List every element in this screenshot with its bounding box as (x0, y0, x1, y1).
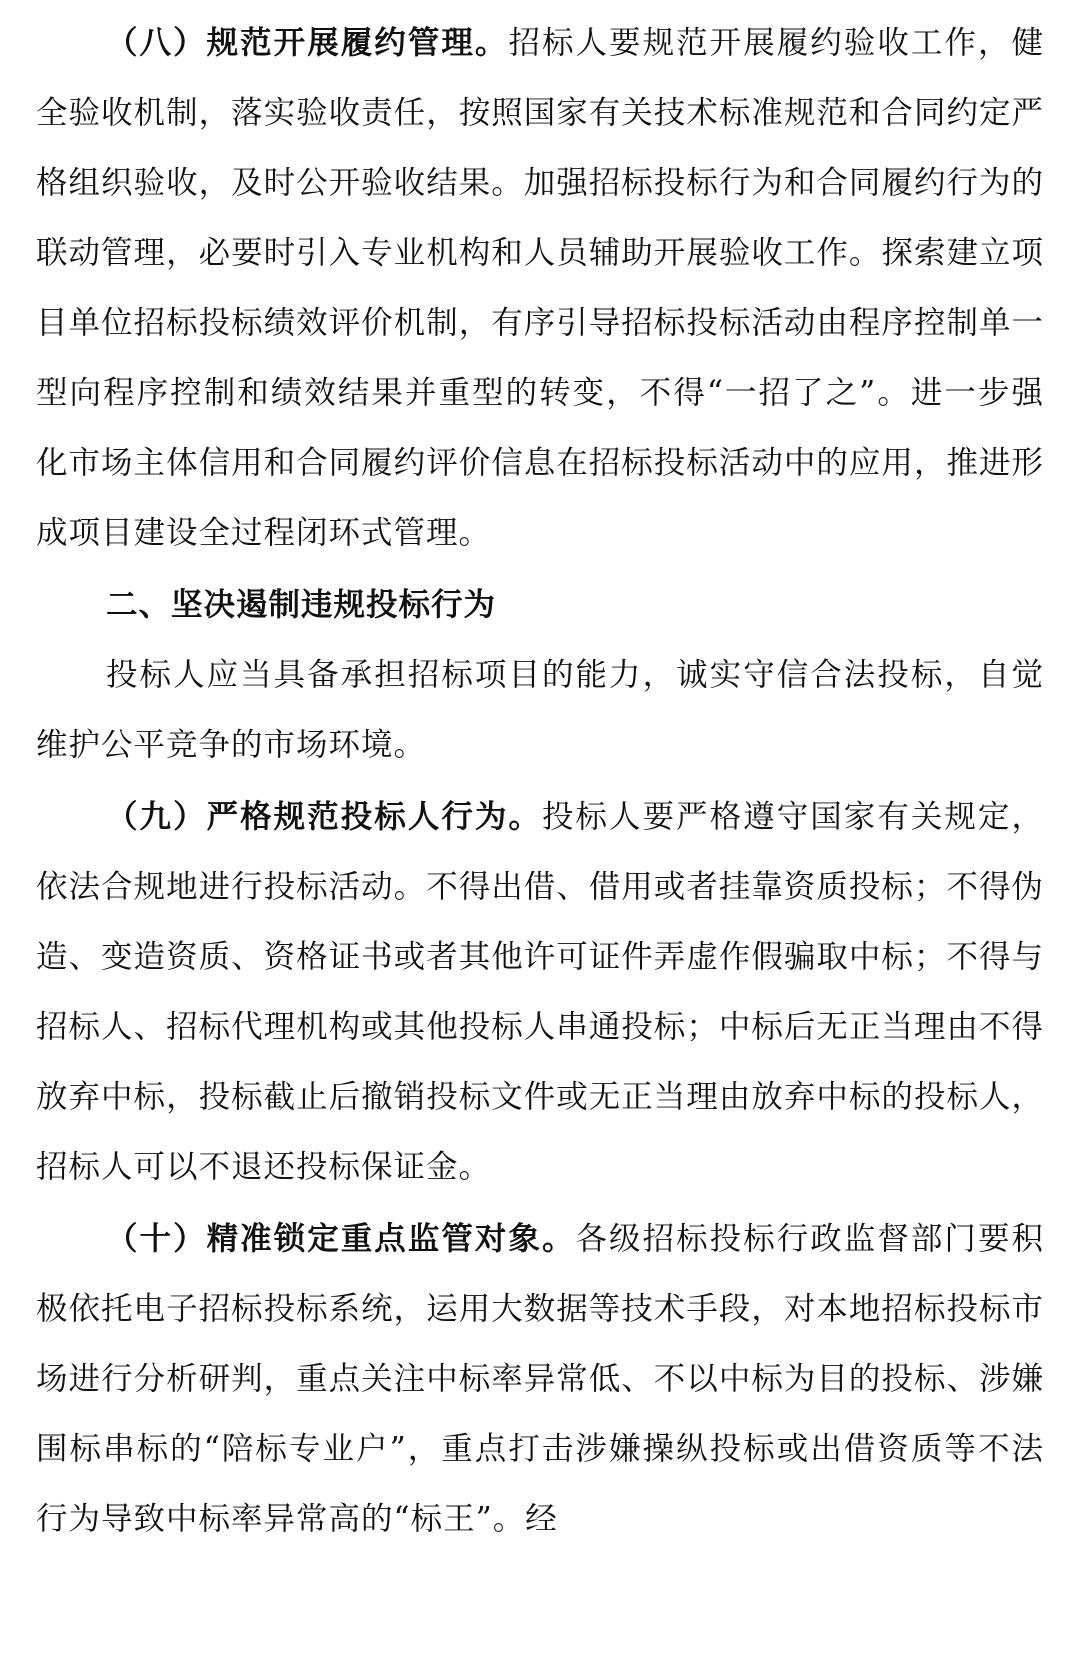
paragraph-8-body: 招标人要规范开展履约验收工作，健全验收机制，落实验收责任，按照国家有关技术标准规范和合同约定严格组织验收，及时公开验收结果。加强招标投标行为和合同履约行为的联动管理，必要时引入专业机构和人员辅助开展验收工作。探索建立项目单位招标投标绩效评价机制，有序引导招标投标活动由程序控制单一型向程序控制和绩效结果并重型的转变，不得“一招了之”。进一步强化市场主体信用和合同履约评价信息在招标投标活动中的应用，推进形成项目建设全过程闭环式管理。 (36, 25, 1044, 551)
paragraph-10 (36, 1204, 1044, 1554)
section-2-intro: 投标人应当具备承担招标项目的能力，诚实守信合法投标，自觉维护公平竞争的市场环境。 (36, 657, 1044, 763)
section-2-heading: 二、坚决遏制违规投标行为 (106, 587, 497, 623)
paragraph-9-body: 投标人要严格遵守国家有关规定，依法合规地进行投标活动。不得出借、借用或者挂靠资质投标；不得伪造、变造资质、资格证书或者其他许可证件弄虚作假骗取中标；不得与招标人、招标代理机构或其他投标人串通投标；中标后无正当理由不得放弃中标，投标截止后撤销投标文件或无正当理由放弃中标的投标人，招标人可以不退还投标保证金。 (36, 799, 1044, 1185)
document-page (36, 8, 1044, 1554)
paragraph-9 (36, 782, 1044, 1202)
paragraph-8 (36, 8, 1044, 568)
paragraph-10-body: 各级招标投标行政监督部门要积极依托电子招标投标系统，运用大数据等技术手段，对本地招标投标市场进行分析研判，重点关注中标率异常低、不以中标为目的投标、涉嫌围标串标的“陪标专业户”，重点打击涉嫌操纵投标或出借资质等不法行为导致中标率异常高的“标王”。经 (36, 1221, 1044, 1537)
paragraph-8-lead: （八）规范开展履约管理。 (106, 25, 509, 61)
paragraph-10-lead: （十）精准锁定重点监管对象。 (106, 1221, 576, 1257)
paragraph-9-lead: （九）严格规范投标人行为。 (106, 799, 542, 835)
